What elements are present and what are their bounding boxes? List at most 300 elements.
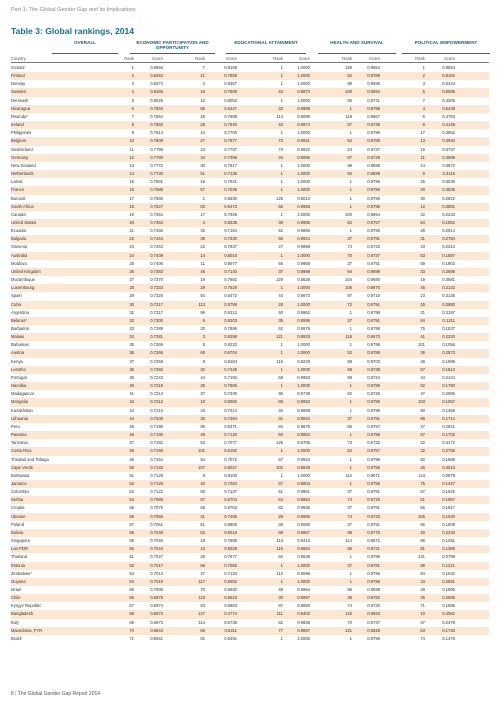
country-cell: Serbia (11, 497, 24, 503)
overall-rank-cell: 2 (131, 73, 134, 79)
economic-rank-cell: 28 (200, 554, 205, 560)
overall-score-cell: 0.7730 (150, 171, 163, 177)
political-rank-cell: 1 (422, 65, 425, 70)
table-row (11, 602, 489, 610)
economic-score-cell: 0.7192 (224, 374, 237, 380)
education-rank-cell: 29 (278, 513, 283, 519)
education-score-cell: 0.9942 (297, 415, 310, 421)
political-score-cell: 0.5085 (442, 89, 455, 95)
overall-rank-cell: 60 (129, 546, 134, 552)
overall-score-cell: 0.7269 (150, 342, 163, 348)
overall-score-cell: 0.7075 (150, 505, 163, 511)
table-row (11, 284, 489, 292)
health-rank-cell: 74 (347, 244, 352, 250)
economic-rank-cell: 56 (200, 562, 205, 568)
overall-rank-cell: 15 (129, 179, 134, 185)
education-score-cell: 1.0000 (297, 366, 310, 372)
table-row (11, 366, 489, 374)
education-rank-cell: 28 (278, 301, 283, 307)
political-score-cell: 0.2591 (442, 578, 455, 584)
running-head: Part 1: The Global Gender Gap and its Implications (11, 7, 136, 13)
overall-rank-cell: 14 (129, 171, 134, 177)
overall-rank-cell: 29 (129, 293, 134, 299)
education-rank-cell: 102 (276, 464, 283, 470)
health-score-cell: 0.9694 (367, 89, 380, 95)
education-rank-cell: 1 (280, 448, 283, 454)
header-rule (11, 62, 489, 63)
economic-score-cell: 0.6803 (224, 603, 237, 609)
country-cell: Kenya (11, 358, 23, 364)
group-header-overall: OVERALL (74, 40, 96, 45)
political-score-cell: 0.1885 (442, 456, 455, 462)
table-row (11, 513, 489, 521)
economic-rank-cell: 29 (200, 285, 205, 291)
political-score-cell: 0.1817 (442, 505, 455, 511)
overall-rank-cell: 6 (131, 105, 134, 111)
education-rank-cell: 1 (280, 162, 283, 168)
overall-score-cell: 0.7325 (150, 293, 163, 299)
table-row (11, 105, 489, 113)
health-score-cell: 0.9796 (367, 326, 380, 331)
score-column-header: Score (444, 56, 455, 61)
economic-rank-cell: 14 (200, 252, 205, 258)
health-score-cell: 0.9725 (367, 391, 380, 397)
country-cell: Mozambique (11, 277, 35, 283)
health-score-cell: 0.9698 (367, 162, 380, 168)
health-score-cell: 0.9733 (367, 244, 380, 250)
health-score-cell: 0.9724 (367, 374, 380, 380)
education-score-cell: 1.0000 (297, 635, 310, 641)
political-rank-cell: 155 (418, 513, 425, 519)
political-score-cell: 0.1476 (442, 635, 455, 641)
political-rank-cell: 50 (420, 456, 425, 462)
education-rank-cell: 1 (280, 65, 283, 70)
table-row (11, 64, 489, 72)
overall-score-cell: 0.6973 (150, 611, 163, 617)
overall-score-cell: 0.7814 (150, 130, 163, 136)
economic-rank-cell: 10 (200, 399, 205, 405)
political-rank-cell: 42 (420, 211, 425, 217)
health-rank-cell: 37 (347, 260, 352, 266)
economic-score-cell: 0.7928 (224, 211, 237, 217)
health-score-cell: 0.9791 (367, 236, 380, 242)
education-score-cell: 0.9904 (297, 480, 310, 486)
education-score-cell: 1.0000 (297, 285, 310, 291)
political-score-cell: 0.0799 (442, 554, 455, 560)
overall-score-cell: 0.7300 (150, 317, 163, 323)
education-score-cell: 1.0000 (297, 179, 310, 185)
economic-score-cell: 0.8053 (224, 97, 237, 103)
education-score-cell: 0.9944 (297, 456, 310, 462)
economic-rank-cell: 21 (200, 73, 205, 79)
overall-rank-cell: 42 (129, 399, 134, 405)
economic-rank-cell: 6 (202, 317, 205, 323)
education-rank-cell: 82 (278, 505, 283, 511)
health-rank-cell: 100 (345, 211, 352, 217)
health-score-cell: 0.9789 (367, 350, 380, 356)
overall-rank-cell: 65 (129, 587, 134, 592)
economic-score-cell: 0.7136 (224, 171, 237, 177)
political-rank-cell: 86 (420, 538, 425, 544)
overall-rank-cell: 25 (129, 260, 134, 266)
economic-rank-cell: 9 (202, 472, 205, 478)
overall-rank-cell: 71 (129, 635, 134, 641)
group-header-economic: ECONOMIC PARTICIPATION AND OPPORTUNITY (136, 40, 209, 51)
education-score-cell: 0.9938 (297, 619, 310, 625)
country-cell: Norway (11, 81, 26, 87)
economic-score-cell: 0.6150 (224, 448, 237, 454)
economic-rank-cell: 67 (200, 497, 205, 503)
education-rank-cell: 125 (276, 195, 283, 201)
education-rank-cell: 58 (278, 374, 283, 380)
economic-rank-cell: 27 (200, 138, 205, 144)
health-rank-cell: 68 (347, 366, 352, 372)
overall-score-cell: 0.7463 (150, 219, 163, 225)
overall-rank-cell: 37 (129, 358, 134, 364)
table-row (11, 349, 489, 357)
country-cell: Jamaica (11, 480, 27, 486)
country-cell: Switzerland (11, 146, 33, 152)
political-score-cell: 0.2479 (442, 619, 455, 625)
overall-score-cell: 0.8025 (150, 97, 163, 103)
health-rank-cell: 1 (349, 578, 352, 584)
overall-score-cell: 0.7046 (150, 538, 163, 544)
education-score-cell: 1.0000 (297, 342, 310, 348)
overall-score-cell: 0.7133 (150, 464, 163, 470)
table-row (11, 594, 489, 602)
education-rank-cell: 87 (278, 603, 283, 609)
overall-rank-cell: 52 (129, 480, 134, 486)
health-rank-cell: 98 (347, 529, 352, 535)
health-score-cell: 0.9791 (367, 489, 380, 495)
overall-score-cell: 0.7027 (150, 554, 163, 560)
rankings-table-body (11, 64, 489, 643)
health-rank-cell: 1 (349, 399, 352, 405)
education-rank-cell: 1 (280, 171, 283, 177)
political-score-cell: 0.2214 (442, 244, 455, 250)
political-score-cell: 0.3197 (442, 309, 455, 315)
overall-score-cell: 0.8594 (150, 65, 163, 70)
table-row (11, 80, 489, 88)
overall-score-cell: 0.7049 (150, 529, 163, 535)
political-score-cell: 0.1281 (442, 538, 455, 544)
economic-rank-cell: 44 (200, 374, 205, 380)
health-rank-cell: 52 (347, 350, 352, 356)
political-rank-cell: 5 (422, 89, 425, 95)
country-cell: Barbados (11, 326, 29, 331)
overall-score-cell: 0.6941 (150, 635, 163, 641)
education-score-cell: 1.0000 (297, 130, 310, 136)
economic-score-cell: 0.6371 (224, 423, 237, 429)
health-score-cell: 0.9796 (367, 342, 380, 348)
political-score-cell: 0.4062 (442, 611, 455, 617)
health-score-cell: 0.9796 (367, 195, 380, 201)
economic-rank-cell: 57 (200, 187, 205, 193)
political-score-cell: 0.1221 (442, 562, 455, 568)
political-rank-cell: 31 (420, 236, 425, 242)
overall-rank-cell: 70 (129, 627, 134, 633)
country-cell: Zimbabwe* (11, 570, 32, 576)
country-cell: Malawi (11, 334, 25, 340)
health-rank-cell: 100 (345, 89, 352, 95)
overall-rank-cell: 48 (129, 448, 134, 454)
political-rank-cell: 2 (422, 73, 425, 79)
page-footer (11, 691, 100, 697)
education-rank-cell: 111 (276, 611, 283, 617)
overall-score-cell: 0.7289 (150, 326, 163, 331)
economic-rank-cell: 18 (200, 538, 205, 544)
education-score-cell: 1.0000 (297, 448, 310, 454)
political-score-cell: 0.1813 (442, 366, 455, 372)
political-rank-cell: 45 (420, 285, 425, 291)
country-cell: Kyrgyz Republic (11, 603, 42, 609)
overall-score-cell: 0.6943 (150, 627, 163, 633)
table-row (11, 553, 489, 561)
overall-rank-cell: 43 (129, 407, 134, 413)
economic-rank-cell: 25 (200, 113, 205, 119)
table-row (11, 186, 489, 194)
overall-score-cell: 0.6975 (150, 595, 163, 601)
education-score-cell: 0.9838 (297, 554, 310, 560)
country-cell: Namibia (11, 383, 27, 389)
health-score-cell: 0.9796 (367, 578, 380, 584)
health-rank-cell: 70 (347, 619, 352, 625)
health-rank-cell: 1 (349, 195, 352, 201)
overall-rank-cell: 66 (129, 595, 134, 601)
overall-score-cell: 0.6974 (150, 603, 163, 609)
overall-score-cell: 0.7405 (150, 260, 163, 266)
health-score-cell: 0.9796 (367, 187, 380, 193)
group-header-health: HEALTH AND SURVIVAL (330, 40, 384, 45)
economic-score-cell: 0.6027 (224, 464, 237, 470)
overall-rank-cell: 59 (129, 538, 134, 544)
table-row (11, 545, 489, 553)
education-score-cell: 1.0000 (297, 81, 310, 87)
economic-score-cell: 0.7895 (224, 326, 237, 331)
education-score-cell: 0.9989 (297, 268, 310, 274)
table-row (11, 504, 489, 512)
health-score-cell: 0.9699 (367, 171, 380, 177)
country-cell: Bahamas (11, 342, 29, 348)
education-rank-cell: 31 (278, 415, 283, 421)
education-rank-cell: 97 (278, 480, 283, 486)
health-rank-cell: 82 (347, 391, 352, 397)
overall-score-cell: 0.7772 (150, 162, 163, 168)
education-rank-cell: 54 (278, 497, 283, 503)
political-score-cell: 0.1056 (442, 342, 455, 348)
education-score-cell: 0.9974 (297, 122, 310, 128)
economic-rank-cell: 48 (200, 432, 205, 438)
education-rank-cell: 62 (278, 326, 283, 331)
political-rank-cell: 71 (420, 603, 425, 609)
score-column-header: Score (226, 56, 237, 61)
political-rank-cell: 57 (420, 366, 425, 372)
country-cell: Germany (11, 154, 29, 160)
overall-rank-cell: 20 (129, 219, 134, 225)
education-rank-cell: 1 (280, 130, 283, 136)
table-row (11, 390, 489, 398)
economic-rank-cell: 13 (200, 546, 205, 552)
economic-rank-cell: 117 (198, 578, 205, 584)
economic-score-cell: 0.7140 (224, 268, 237, 274)
overall-rank-cell: 67 (129, 603, 134, 609)
economic-score-cell: 0.7882 (224, 277, 237, 283)
health-score-cell: 0.9796 (367, 309, 380, 315)
health-rank-cell: 52 (347, 138, 352, 144)
health-score-cell: 0.9791 (367, 317, 380, 323)
overall-score-cell: 0.7850 (150, 122, 163, 128)
economic-score-cell: 0.8235 (224, 219, 237, 225)
political-score-cell: 0.1802 (442, 260, 455, 266)
education-rank-cell: 73 (278, 138, 283, 144)
education-rank-cell: 51 (278, 489, 283, 495)
political-score-cell: 0.3535 (442, 187, 455, 193)
economic-score-cell: 0.7688 (224, 113, 237, 119)
overall-score-cell: 0.7122 (150, 489, 163, 495)
economic-score-cell: 0.7677 (224, 554, 237, 560)
overall-rank-cell: 17 (129, 195, 134, 201)
overall-score-cell: 0.7780 (150, 154, 163, 160)
economic-rank-cell: 54 (200, 456, 205, 462)
economic-score-cell: 0.6211 (224, 627, 237, 633)
health-score-cell: 0.9737 (367, 619, 380, 625)
political-rank-cell: 48 (420, 358, 425, 364)
education-score-cell: 0.9936 (297, 505, 310, 511)
political-score-cell: 0.3737 (442, 146, 455, 152)
overall-rank-cell: 57 (129, 521, 134, 527)
political-score-cell: 0.1760 (442, 383, 455, 389)
political-rank-cell: 23 (420, 293, 425, 299)
economic-score-cell: 0.7465 (224, 513, 237, 519)
overall-score-cell: 0.7219 (150, 383, 163, 389)
economic-score-cell: 0.7414 (224, 407, 237, 413)
political-score-cell: 0.3880 (442, 301, 455, 307)
health-score-cell: 0.9733 (367, 513, 380, 519)
table-row (11, 129, 489, 137)
health-rank-cell: 85 (347, 97, 352, 103)
education-rank-cell: 1 (280, 211, 283, 217)
economic-score-cell: 0.7837 (224, 244, 237, 250)
education-score-cell: 0.9952 (297, 399, 310, 405)
economic-score-cell: 0.7449 (224, 366, 237, 372)
education-score-cell: 0.9990 (297, 521, 310, 527)
education-score-cell: 0.9995 (297, 154, 310, 160)
overall-rank-cell: 35 (129, 342, 134, 348)
table-row (11, 529, 489, 537)
health-rank-cell: 37 (347, 415, 352, 421)
education-rank-cell: 1 (280, 578, 283, 584)
education-score-cell: 0.9596 (297, 570, 310, 576)
overall-score-cell: 0.8374 (150, 81, 163, 87)
political-rank-cell: 124 (418, 472, 425, 478)
education-rank-cell: 112 (276, 570, 283, 576)
education-score-cell: 0.9954 (297, 497, 310, 503)
overall-score-cell: 0.8165 (150, 89, 163, 95)
political-score-cell: 0.3988 (442, 154, 455, 160)
overall-rank-cell: 9 (131, 130, 134, 136)
score-column-header: Score (369, 56, 380, 61)
health-rank-cell: 1 (349, 105, 352, 111)
health-rank-cell: 1 (349, 326, 352, 331)
political-score-cell: 0.1385 (442, 546, 455, 552)
political-score-cell: 0.2573 (442, 350, 455, 356)
political-rank-cell: 47 (420, 391, 425, 397)
overall-score-cell: 0.7333 (150, 285, 163, 291)
country-cell: South Africa (11, 203, 34, 209)
country-cell: Cuba (11, 301, 22, 307)
economic-score-cell: 0.7284 (224, 480, 237, 486)
country-cell: Ecuador (11, 228, 27, 234)
table-row (11, 301, 489, 309)
economic-score-cell: 0.5523 (224, 595, 237, 601)
education-score-cell: 0.9402 (297, 611, 310, 617)
political-score-cell: 0.2841 (442, 423, 455, 429)
health-rank-cell: 72 (347, 301, 352, 307)
education-rank-cell: 1 (280, 635, 283, 641)
overall-score-cell: 0.7565 (150, 195, 163, 201)
health-rank-cell: 116 (345, 334, 352, 340)
health-rank-cell: 121 (345, 627, 352, 633)
overall-score-cell: 0.7317 (150, 301, 163, 307)
health-rank-cell: 128 (345, 65, 352, 70)
education-rank-cell: 46 (278, 407, 283, 413)
table-row (11, 358, 489, 366)
education-rank-cell: 115 (276, 358, 283, 364)
education-rank-cell: 39 (278, 219, 283, 225)
overall-score-cell: 0.7195 (150, 432, 163, 438)
table-row (11, 146, 489, 154)
economic-score-cell: 0.6491 (224, 635, 237, 641)
education-rank-cell: 55 (278, 203, 283, 209)
country-cell: Philippines (11, 130, 32, 136)
country-cell: Canada (11, 211, 26, 217)
economic-score-cell: 0.8630 (224, 195, 237, 201)
overall-score-cell: 0.7208 (150, 415, 163, 421)
political-rank-cell: 85 (420, 415, 425, 421)
education-score-cell: 0.9961 (297, 489, 310, 495)
table-row (11, 619, 489, 627)
table-row (11, 325, 489, 333)
health-score-cell: 0.9796 (367, 203, 380, 209)
education-score-cell: 0.9968 (297, 407, 310, 413)
health-rank-cell: 62 (347, 219, 352, 225)
health-score-cell: 0.9670 (367, 285, 380, 291)
education-rank-cell: 1 (280, 97, 283, 103)
political-score-cell: 0.1211 (442, 317, 455, 323)
country-cell: United Kingdom (11, 268, 41, 274)
table-row (11, 488, 489, 496)
political-rank-cell: 84 (420, 317, 425, 323)
country-cell: Lithuania (11, 415, 28, 421)
overall-score-cell: 0.7443 (150, 244, 163, 250)
economic-score-cell: 0.8233 (224, 342, 237, 348)
economic-score-cell: 0.8028 (224, 546, 237, 552)
overall-rank-cell: 8 (131, 122, 134, 128)
political-score-cell: 0.3036 (442, 179, 455, 185)
political-rank-cell: 131 (418, 554, 425, 560)
education-score-cell: 0.8933 (297, 334, 310, 340)
country-cell: Cape Verde (11, 464, 34, 470)
economic-score-cell: 0.5738 (224, 619, 237, 625)
political-score-cell: 0.2056 (442, 391, 455, 397)
economic-score-cell: 0.8169 (224, 65, 237, 70)
health-rank-cell: 118 (345, 113, 352, 119)
education-rank-cell: 1 (280, 366, 283, 372)
education-rank-cell: 114 (276, 113, 283, 119)
economic-score-cell: 0.7921 (224, 179, 237, 185)
health-rank-cell: 114 (345, 538, 352, 544)
table-row (11, 137, 489, 145)
